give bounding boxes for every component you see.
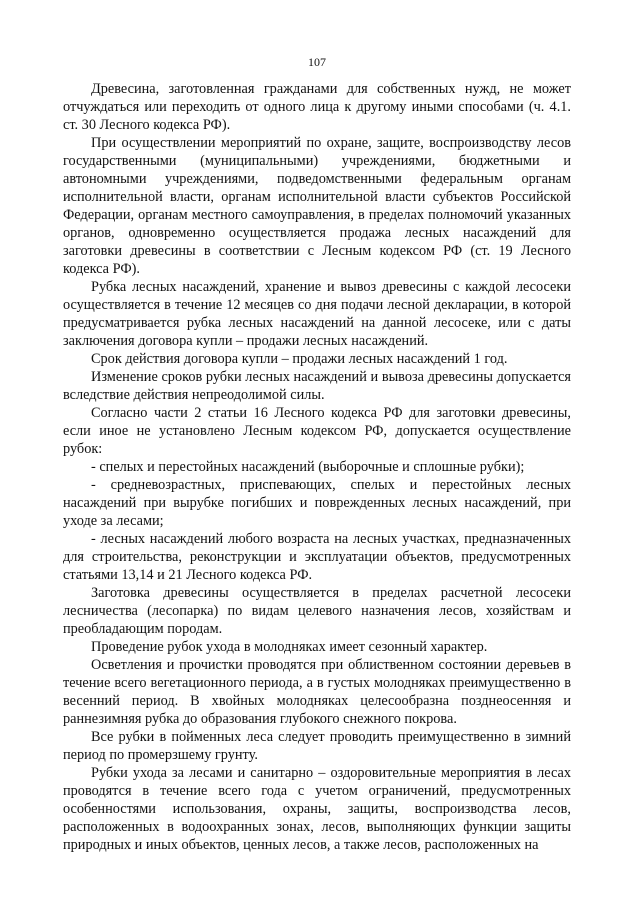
list-item-middle-aged-stands: - средневозрастных, приспевающих, спелых и перестойных лесных насаждений при вырубке погибших и поврежденных лесных насаждений, при уходе за лесами; [63, 477, 571, 529]
paragraph-cleaning-thinning: Осветления и прочистки проводятся при облиственном состоянии деревьев в течение всего вегетационного периода, а в густых молодняках преимущественно в весенний период. В хвойных молодняках целесообразна позднеосенняя и раннезимняя рубка до образования глубокого снежного покрова. [63, 657, 571, 727]
paragraph-seasonal-thinning: Проведение рубок ухода в молодняках имеет сезонный характер. [91, 639, 488, 655]
document-body [63, 80, 571, 854]
paragraph-contract-duration: Срок действия договора купли – продажи лесных насаждений 1 год. [91, 351, 508, 367]
list-item-mature-stands: - спелых и перестойных насаждений (выборочные и сплошные рубки); [91, 459, 525, 475]
paragraph-state-institutions: При осуществлении мероприятий по охране, защите, воспроизводству лесов государственными (муниципальными) учреждениями, бюджетными и автономными учреждениями, подведомственными федеральным органам исполнительной власти, органам исполнительной власти субъектов Российской Федерации, органам местного самоуправления, в пределах полномочий указанных органов, одновременно осуществляется продажа лесных насаждений для заготовки древесины в соответствии с Лесным кодексом РФ (ст. 19 Лесного кодекса РФ). [63, 135, 571, 277]
paragraph-article-16: Согласно части 2 статьи 16 Лесного кодекса РФ для заготовки древесины, если иное не установлено Лесным кодексом РФ, допускается осуществление рубок: [63, 405, 571, 457]
paragraph-allowable-cut: Заготовка древесины осуществляется в пределах расчетной лесосеки лесничества (лесопарка) по видам целевого назначения лесов, хозяйствам и преобладающим породам. [63, 585, 571, 637]
paragraph-floodplain-forests: Все рубки в пойменных леса следует проводить преимущественно в зимний период по промерзшему грунту. [63, 729, 571, 763]
paragraph-force-majeure: Изменение сроков рубки лесных насаждений и вывоза древесины допускается вследствие действия непреодолимой силы. [63, 369, 571, 403]
page-number: 107 [308, 55, 326, 69]
paragraph-logging-terms: Рубка лесных насаждений, хранение и вывоз древесины с каждой лесосеки осуществляется в течение 12 месяцев со дня подачи лесной декларации, в которой предусматривается рубка лесных насаждений на данной лесосеке, или с даты заключения договора купли – продажи лесных насаждений. [63, 279, 571, 349]
paragraph-firewood-alienation: Древесина, заготовленная гражданами для собственных нужд, не может отчуждаться или переходить от одного лица к другому иными способами (ч. 4.1. ст. 30 Лесного кодекса РФ). [63, 81, 571, 133]
list-item-any-age-stands: - лесных насаждений любого возраста на лесных участках, предназначенных для строительства, реконструкции и эксплуатации объектов, предусмотренных статьями 13,14 и 21 Лесного кодекса РФ. [63, 531, 571, 583]
paragraph-sanitary-measures: Рубки ухода за лесами и санитарно – оздоровительные мероприятия в лесах проводятся в течение всего года с учетом ограничений, предусмотренных особенностями использования, охраны, защиты, воспроизводства лесов, расположенных в водоохранных зонах, лесов, выполняющих функции защиты природных и иных объектов, ценных лесов, а также лесов, расположенных на [63, 765, 571, 853]
